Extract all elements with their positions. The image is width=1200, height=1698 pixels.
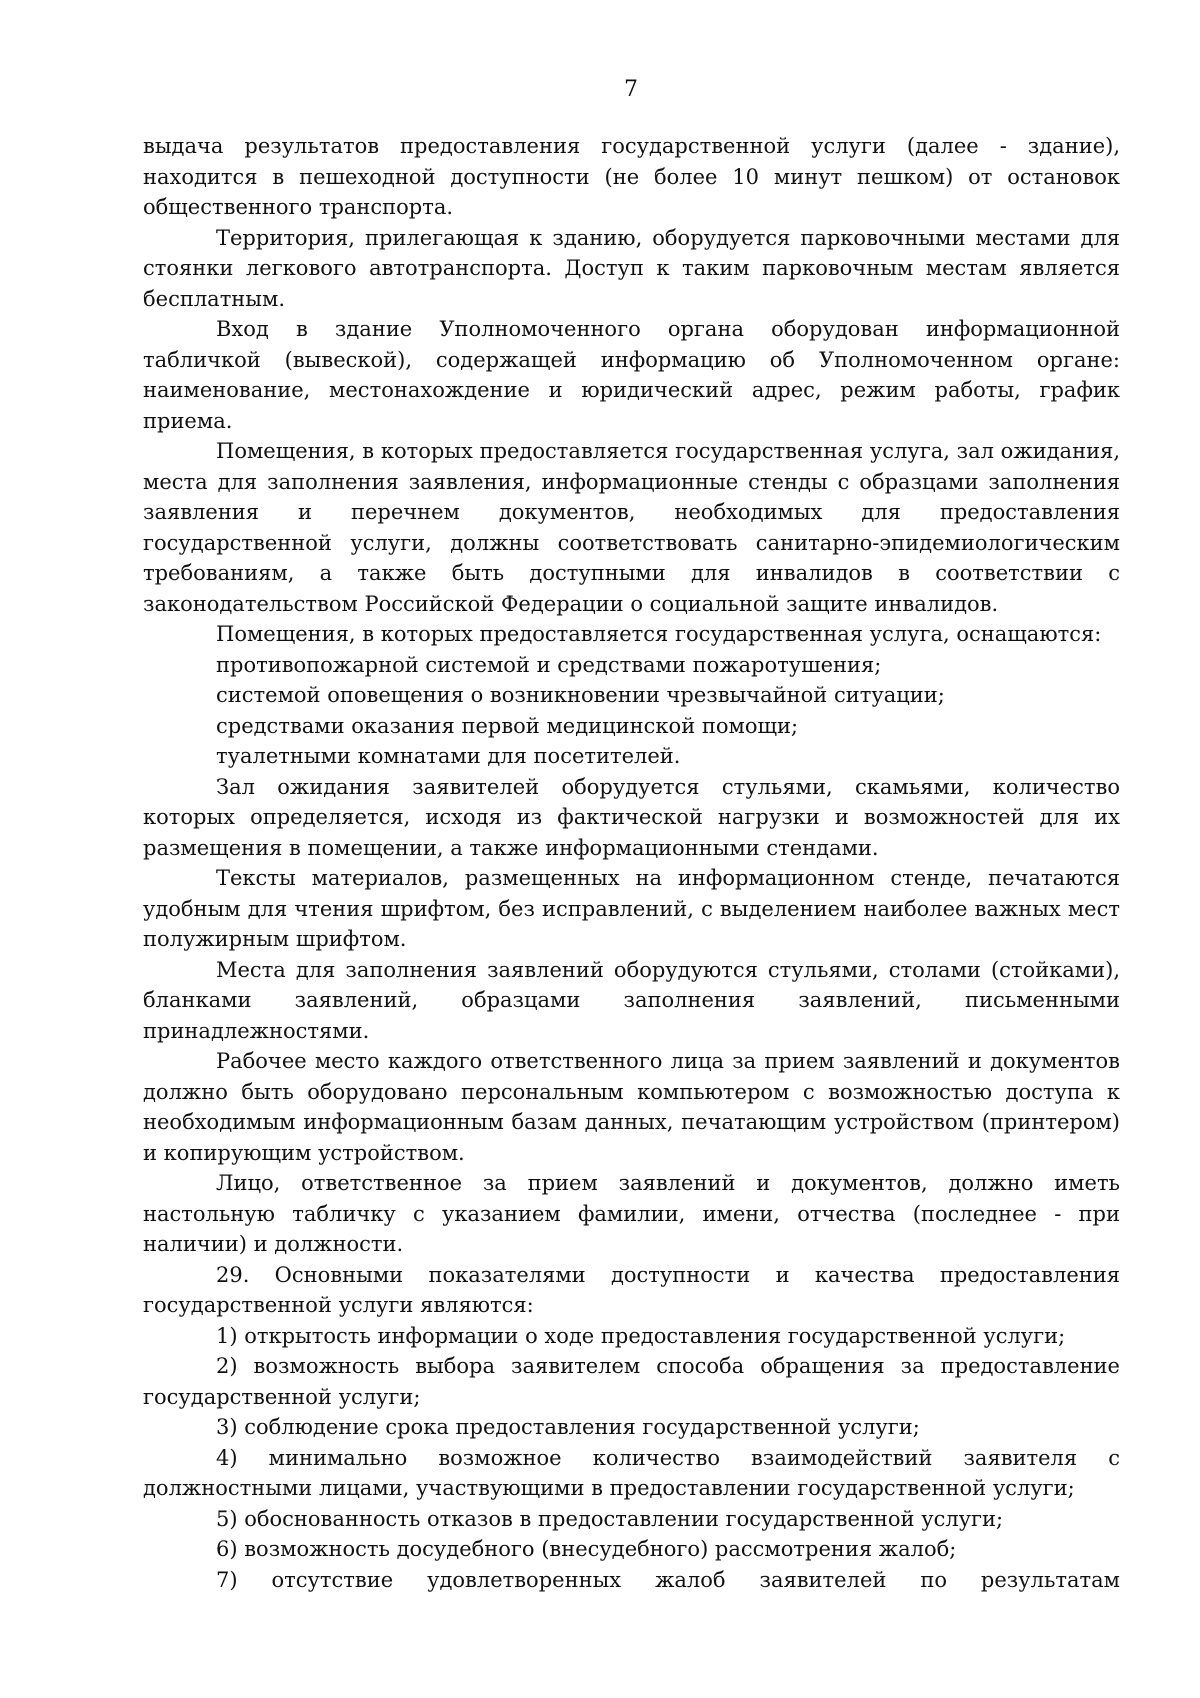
paragraph: Места для заполнения заявлений оборудуются стульями, столами (стойками), бланками заявлений, образцами заполнения заявлений, письменными принадлежностями.	[143, 957, 1120, 1043]
paragraph: Вход в здание Уполномоченного органа оборудован информационной табличкой (вывеской), содержащей информацию об Уполномоченном органе: наименование, местонахождение и юридический адрес, режим работы, график приема.	[143, 317, 1120, 433]
list-item: 7) отсутствие удовлетворенных жалоб заявителей по результатам	[216, 1567, 1120, 1592]
page-number: 7	[624, 77, 638, 102]
paragraph: Тексты материалов, размещенных на информационном стенде, печатаются удобным для чтения шрифтом, без исправлений, с выделением наиболее важных мест полужирным шрифтом.	[143, 866, 1120, 951]
list-item: 5) обоснованность отказов в предоставлении государственной услуги;	[216, 1506, 1004, 1531]
document-body	[143, 131, 1120, 1595]
paragraph: Территория, прилегающая к зданию, оборудуется парковочными местами для стоянки легкового автотранспорта. Доступ к таким парковочным местам является бесплатным.	[143, 225, 1120, 311]
paragraph: Помещения, в которых предоставляется государственная услуга, оснащаются:	[216, 622, 1102, 646]
list-item: 2) возможность выбора заявителем способа обращения за предоставление государственной услуги;	[143, 1354, 1120, 1409]
list-item: средствами оказания первой медицинской помощи;	[216, 713, 799, 738]
list-item: системой оповещения о возникновении чрезвычайной ситуации;	[216, 683, 945, 707]
section-paragraph: 29. Основными показателями доступности и качества предоставления государственной услуги являются:	[143, 1262, 1120, 1317]
paragraph: Помещения, в которых предоставляется государственная услуга, зал ожидания, места для заполнения заявления, информационные стенды с образцами заполнения заявления и перечнем документов, необходимых для предоставления государственной услуги, должны соответствовать санитарно-эпидемиологическим требованиям, а также быть доступными для инвалидов в соответствии с законодательством Российской Федерации о социальной защите инвалидов.	[143, 439, 1120, 616]
list-item: 3) соблюдение срока предоставления государственной услуги;	[216, 1415, 920, 1439]
list-item: 6) возможность досудебного (внесудебного) рассмотрения жалоб;	[216, 1537, 957, 1561]
paragraph: Лицо, ответственное за прием заявлений и документов, должно иметь настольную табличку с указанием фамилии, имени, отчества (последнее - при наличии) и должности.	[143, 1171, 1120, 1256]
list-item: противопожарной системой и средствами пожаротушения;	[216, 652, 882, 677]
list-item: 4) минимально возможное количество взаимодействий заявителя с должностными лицами, участвующими в предоставлении государственной услуги;	[143, 1445, 1120, 1500]
list-item: туалетными комнатами для посетителей.	[216, 744, 681, 768]
paragraph: Рабочее место каждого ответственного лица за прием заявлений и документов должно быть оборудовано персональным компьютером с возможностью доступа к необходимым информационным базам данных, печатающим устройством (принтером) и копирующим устройством.	[143, 1049, 1120, 1165]
paragraph: выдача результатов предоставления государственной услуги (далее - здание), находится в пешеходной доступности (не более 10 минут пешком) от остановок общественного транспорта.	[143, 134, 1120, 219]
paragraph: Зал ожидания заявителей оборудуется стульями, скамьями, количество которых определяется, исходя из фактической нагрузки и возможностей для их размещения в помещении, а также информационными стендами.	[143, 774, 1120, 860]
list-item: 1) открытость информации о ходе предоставления государственной услуги;	[216, 1323, 1066, 1348]
